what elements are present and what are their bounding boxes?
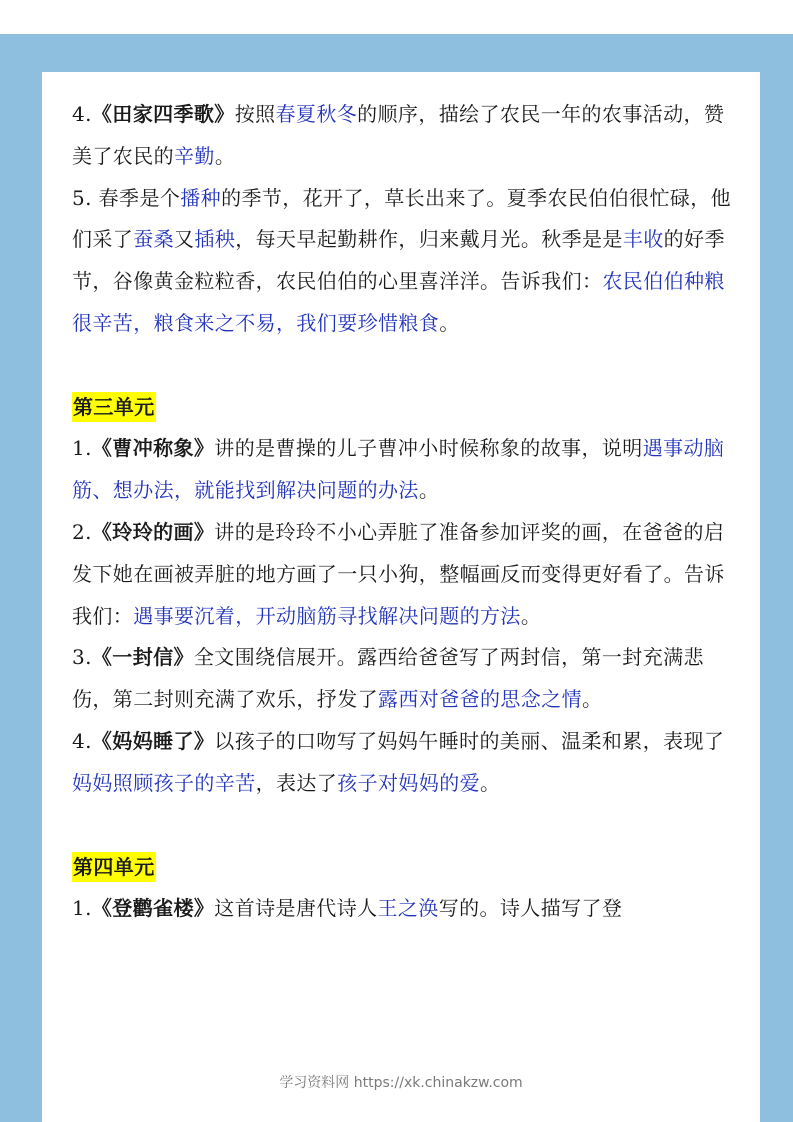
text: 讲的是玲玲不小心弄脏了准备参加评奖的画，在爸爸的启发下她在画被弄脏的地方画了一只小狗，整幅画反而变得更好看了。告诉我们： [72,519,725,628]
unit-heading: 第三单元 [72,392,156,422]
blank-line [72,345,732,387]
blank-line [72,805,732,847]
text: ，每天早起勤耕作，归来戴月光。秋季是是 [235,227,623,252]
lesson-title: 《一封信》 [91,645,194,670]
key-point: 春夏秋冬 [275,102,358,126]
text: 。 [418,478,440,503]
lesson-title: 《妈妈睡了》 [91,728,215,753]
text: 的季节，花开了，草长出来了。夏季农民伯伯很忙碌，他们采了 [72,185,732,252]
key-point: 孩子对妈妈的爱 [337,770,481,795]
key-point: 插秧 [194,227,236,252]
unit3-item3 [72,637,732,721]
text: 。 [582,687,603,712]
unit3-item4 [72,721,732,805]
text: 讲的是曹操的儿子曹冲小时候称象的故事，说明 [214,436,643,461]
text: 。 [439,310,460,335]
key-point: 丰收 [622,227,664,252]
unit3-heading-line [72,387,732,429]
text: 全文围绕信展开。露西给爸爸写了两封信，第一封充满悲伤，第二封则充满了欢乐，抒发了 [72,645,704,712]
text: 5. 春季是个 [72,185,181,210]
item-number: 1. [72,436,92,461]
text: 按照 [234,102,276,126]
text: 。 [480,770,501,795]
text: 。 [520,603,542,628]
unit3-item2 [72,512,732,637]
key-point: 遇事要沉着，开动脑筋寻找解决问题的方法 [133,603,521,628]
text: 写的。诗人描写了登 [438,896,623,921]
document-page [42,72,760,1122]
text: 以孩子的口吻写了妈妈午睡时的美丽、温柔和累，表现了 [214,728,725,753]
item-number: 4. [72,102,92,126]
item-number: 3. [72,645,92,670]
text: 的顺序，描绘了农民一年的农事活动，赞美了农民的 [72,102,725,168]
text: 。 [214,143,236,168]
lesson-title: 《田家四季歌》 [91,102,235,126]
key-point: 妈妈照顾孩子的辛苦 [72,770,256,795]
unit2-item4 [72,94,732,178]
lesson-title: 《玲玲的画》 [91,519,215,544]
unit3-item1 [72,428,732,512]
lesson-title: 《登鹳雀楼》 [91,896,215,921]
key-point: 播种 [180,185,222,210]
text: 又 [174,227,195,252]
text: 的好季节，谷像黄金粒粒香，农民伯伯的心里喜洋洋。告诉我们： [72,227,725,294]
document-content [72,94,732,930]
item-number: 4. [72,728,92,753]
unit2-item5 [72,178,732,345]
lesson-title: 《曹冲称象》 [91,436,215,461]
key-point: 辛勤 [174,143,215,168]
unit-heading: 第四单元 [72,852,156,882]
unit4-heading-line [72,846,732,888]
unit4-item1 [72,888,732,930]
text: 这首诗是唐代诗人 [214,896,378,921]
key-point: 王之涣 [377,896,439,921]
key-point: 农民伯伯种粮很辛苦，粮食来之不易，我们要珍惜粮食 [72,269,725,335]
key-point: 蚕桑 [133,227,175,252]
item-number: 1. [72,896,92,921]
key-point: 遇事动脑筋、想办法，就能找到解决问题的办法 [72,436,725,503]
text: ，表达了 [255,770,338,795]
page-footer: 学习资料网 https://xk.chinakzw.com [279,1075,523,1091]
item-number: 2. [72,519,92,544]
key-point: 露西对爸爸的思念之情 [378,687,582,712]
